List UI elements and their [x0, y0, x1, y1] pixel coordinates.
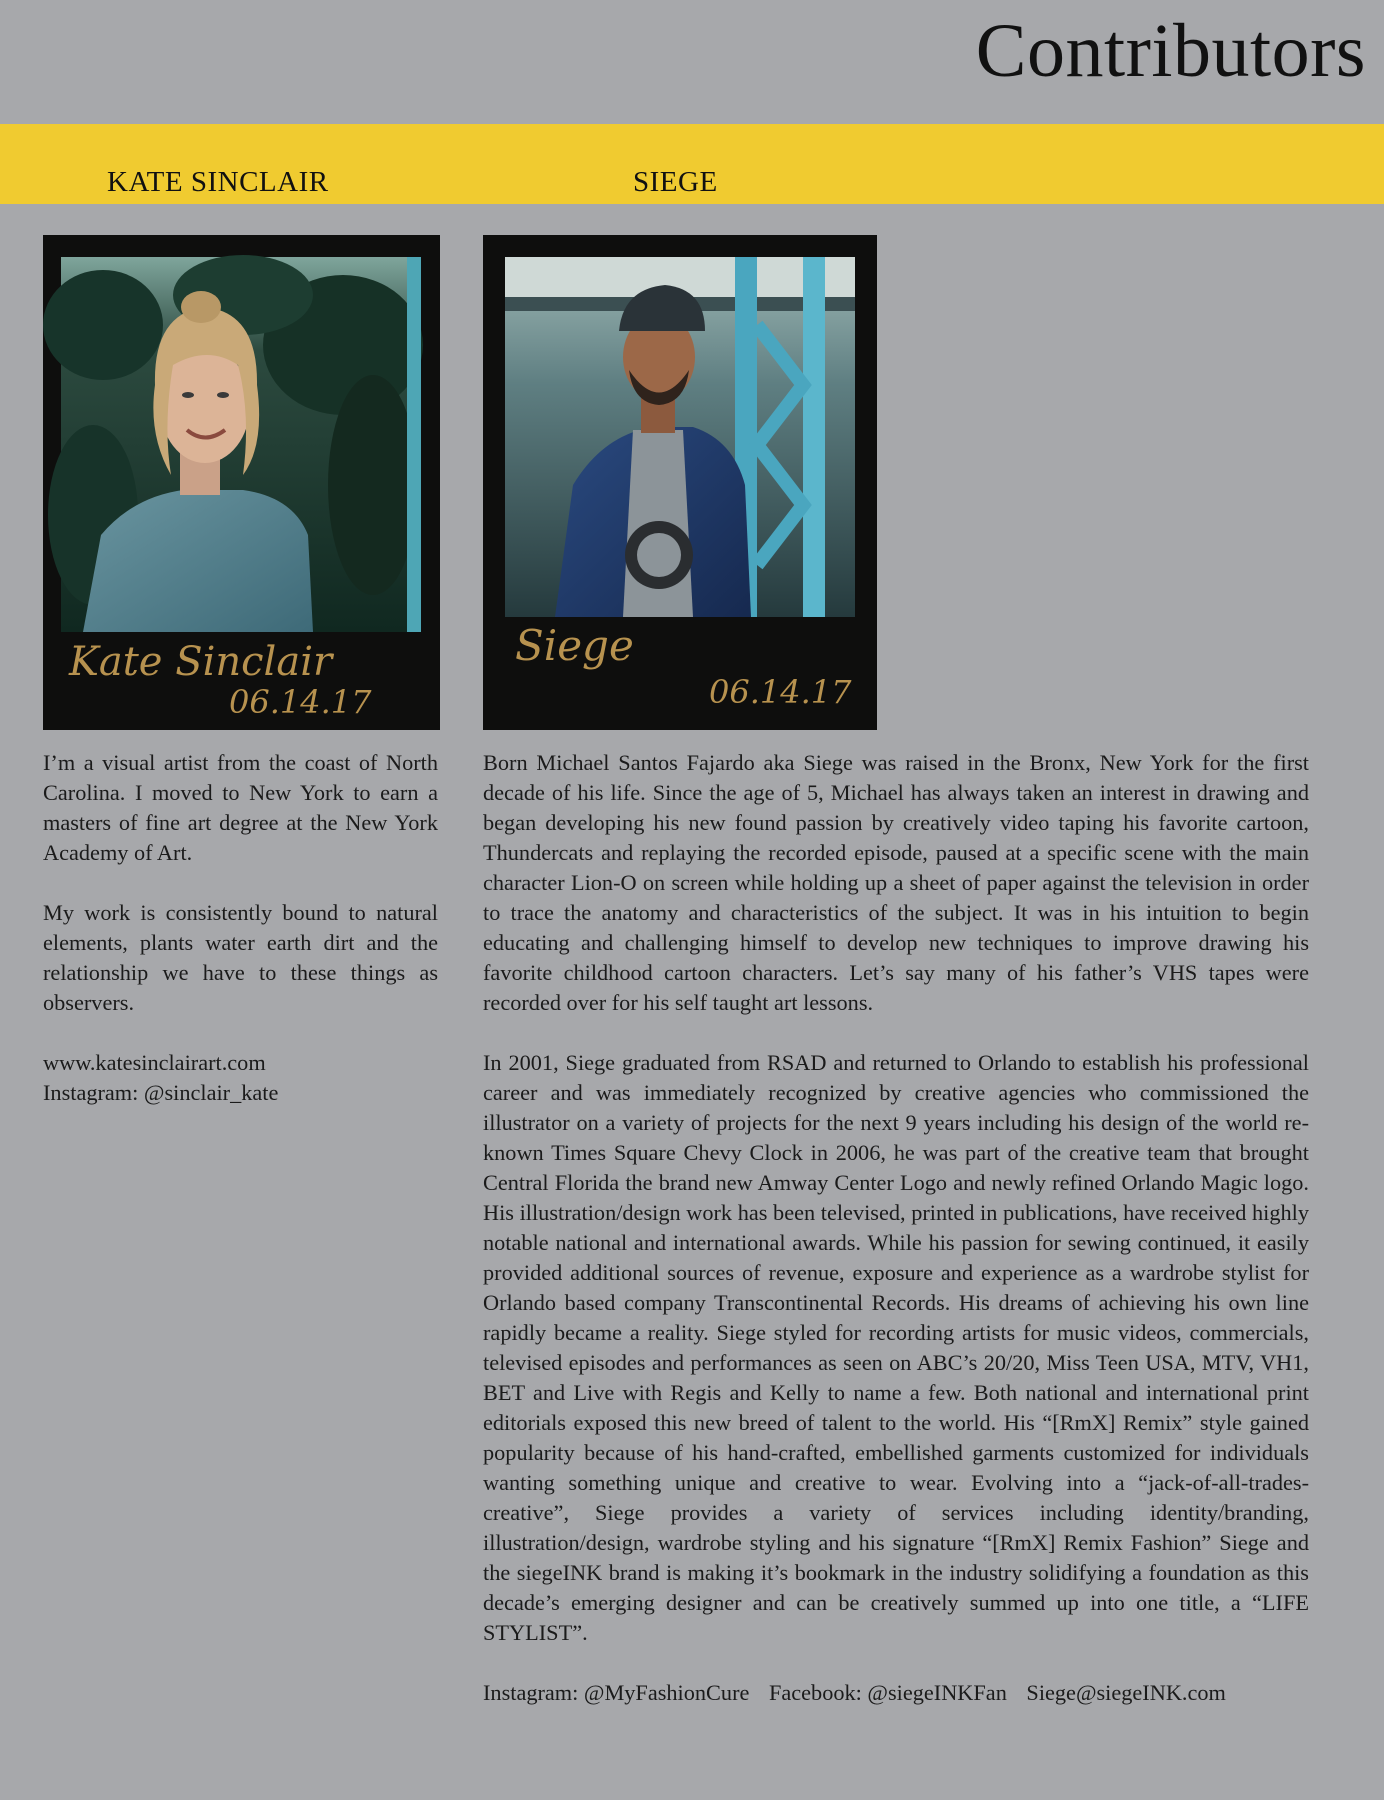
- siege-contacts: [483, 1678, 1309, 1708]
- kate-bio-column: [43, 748, 438, 1108]
- kate-bio-paragraph: I’m a visual artist from the coast of North Carolina. I moved to New York to earn a masters of fine art degree at the New York Academy of Art.: [43, 750, 438, 865]
- kate-portrait-photo: [43, 235, 440, 730]
- siege-bio-column: [483, 748, 1309, 1708]
- siege-facebook: Facebook: @siegeINKFan: [768, 1680, 1007, 1705]
- siege-email: Siege@siegeINK.com: [1026, 1680, 1226, 1705]
- page-title: Contributors: [975, 9, 1366, 93]
- siege-photo-date: 06.14.17: [709, 673, 852, 711]
- kate-instagram: Instagram: @sinclair_kate: [43, 1080, 279, 1105]
- siege-signature: Siege: [515, 621, 634, 670]
- kate-photo-date: 06.14.17: [229, 683, 372, 721]
- kate-signature: Kate Sinclair: [69, 639, 333, 685]
- contributor-name-siege: SIEGE: [633, 166, 718, 198]
- siege-bio-paragraph: Born Michael Santos Fajardo aka Siege was raised in the Bronx, New York for the first decade of his life. Since the age of 5, Michael has always taken an interest in drawing and began developing his new found passion by creatively video taping his favorite cartoon, Thundercats and replaying the recorded episode, paused at a specific scene with the main character Lion-O on screen while holding up a sheet of paper against the television in order to trace the anatomy and characteristics of the subject. It was in his intuition to begin educating and challenging himself to develop new techniques to improve drawing his favorite childhood cartoon characters. Let’s say many of his father’s VHS tapes were recorded over for his self taught art lessons.: [483, 750, 1309, 1015]
- kate-bio-paragraph: My work is consistently bound to natural elements, plants water earth dirt and the relationship we have to these things as observers.: [43, 900, 438, 1015]
- siege-portrait-photo: [483, 235, 877, 730]
- siege-bio-paragraph: In 2001, Siege graduated from RSAD and returned to Orlando to establish his professional career and was immediately recognized by creative agencies who commissioned the illustrator on a variety of projects for the next 9 years including his design of the world re-known Times Square Chevy Clock in 2006, he was part of the creative team that brought Central Florida the brand new Amway Center Logo and newly refined Orlando Magic logo. His illustration/design work has been televised, printed in publications, have received highly notable national and international awards. While his passion for sewing continued, it easily provided additional sources of revenue, exposure and experience as a wardrobe stylist for Orlando based company Transcontinental Records. His dreams of achieving his own line rapidly became a reality. Siege styled for recording artists for music videos, commercials, televised episodes and performances as seen on ABC’s 20/20, Miss Teen USA, MTV, VH1, BET and Live with Regis and Kelly to name a few. Both national and international print editorials exposed this new breed of talent to the world. His “[RmX] Remix” style gained popularity because of his hand-crafted, embellished garments customized for individuals wanting something unique and creative to wear. Evolving into a “jack-of-all-trades-creative”, Siege provides a variety of services including identity/branding, illustration/design, wardrobe styling and his signature “[RmX] Remix Fashion” Siege and the siegeINK brand is making it’s bookmark in the industry solidifying a foundation as this decade’s emerging designer and can be creatively summed up into one title, a “LIFE STYLIST”.: [483, 1050, 1309, 1645]
- kate-website: www.katesinclairart.com: [43, 1050, 266, 1075]
- contributor-name-kate: KATE SINCLAIR: [107, 166, 329, 198]
- siege-instagram: Instagram: @MyFashionCure: [483, 1680, 750, 1705]
